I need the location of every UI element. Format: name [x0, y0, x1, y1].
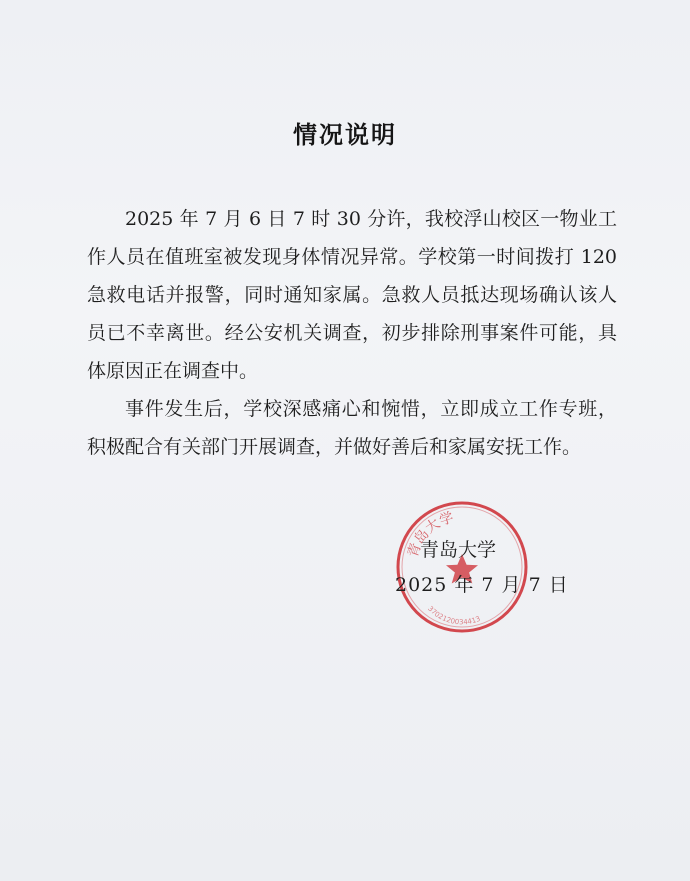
signature-date: 2025 年 7 月 7 日: [395, 574, 569, 596]
paragraph-1: 2025 年 7 月 6 日 7 时 30 分许，我校浮山校区一物业工作人员在值班室被发现身体情况异常。学校第一时间拨打 120 急救电话并报警，同时通知家属。急救人员抵达现场确认该人员已不幸离世。经公安机关调查，初步排除刑事案件可能，具体原因正在调查中。: [87, 208, 617, 382]
official-seal: [392, 495, 532, 640]
seal-ring-text: 青岛大学: [404, 509, 456, 560]
paragraph-2: 事件发生后，学校深感痛心和惋惜，立即成立工作专班，积极配合有关部门开展调查，并做好善后和家属安抚工作。: [87, 398, 617, 458]
seal-serial: 3702120034413: [426, 604, 482, 627]
document-body: [87, 200, 617, 466]
document-title: 情况说明: [293, 120, 397, 149]
signature-organization: 青岛大学: [420, 539, 497, 561]
